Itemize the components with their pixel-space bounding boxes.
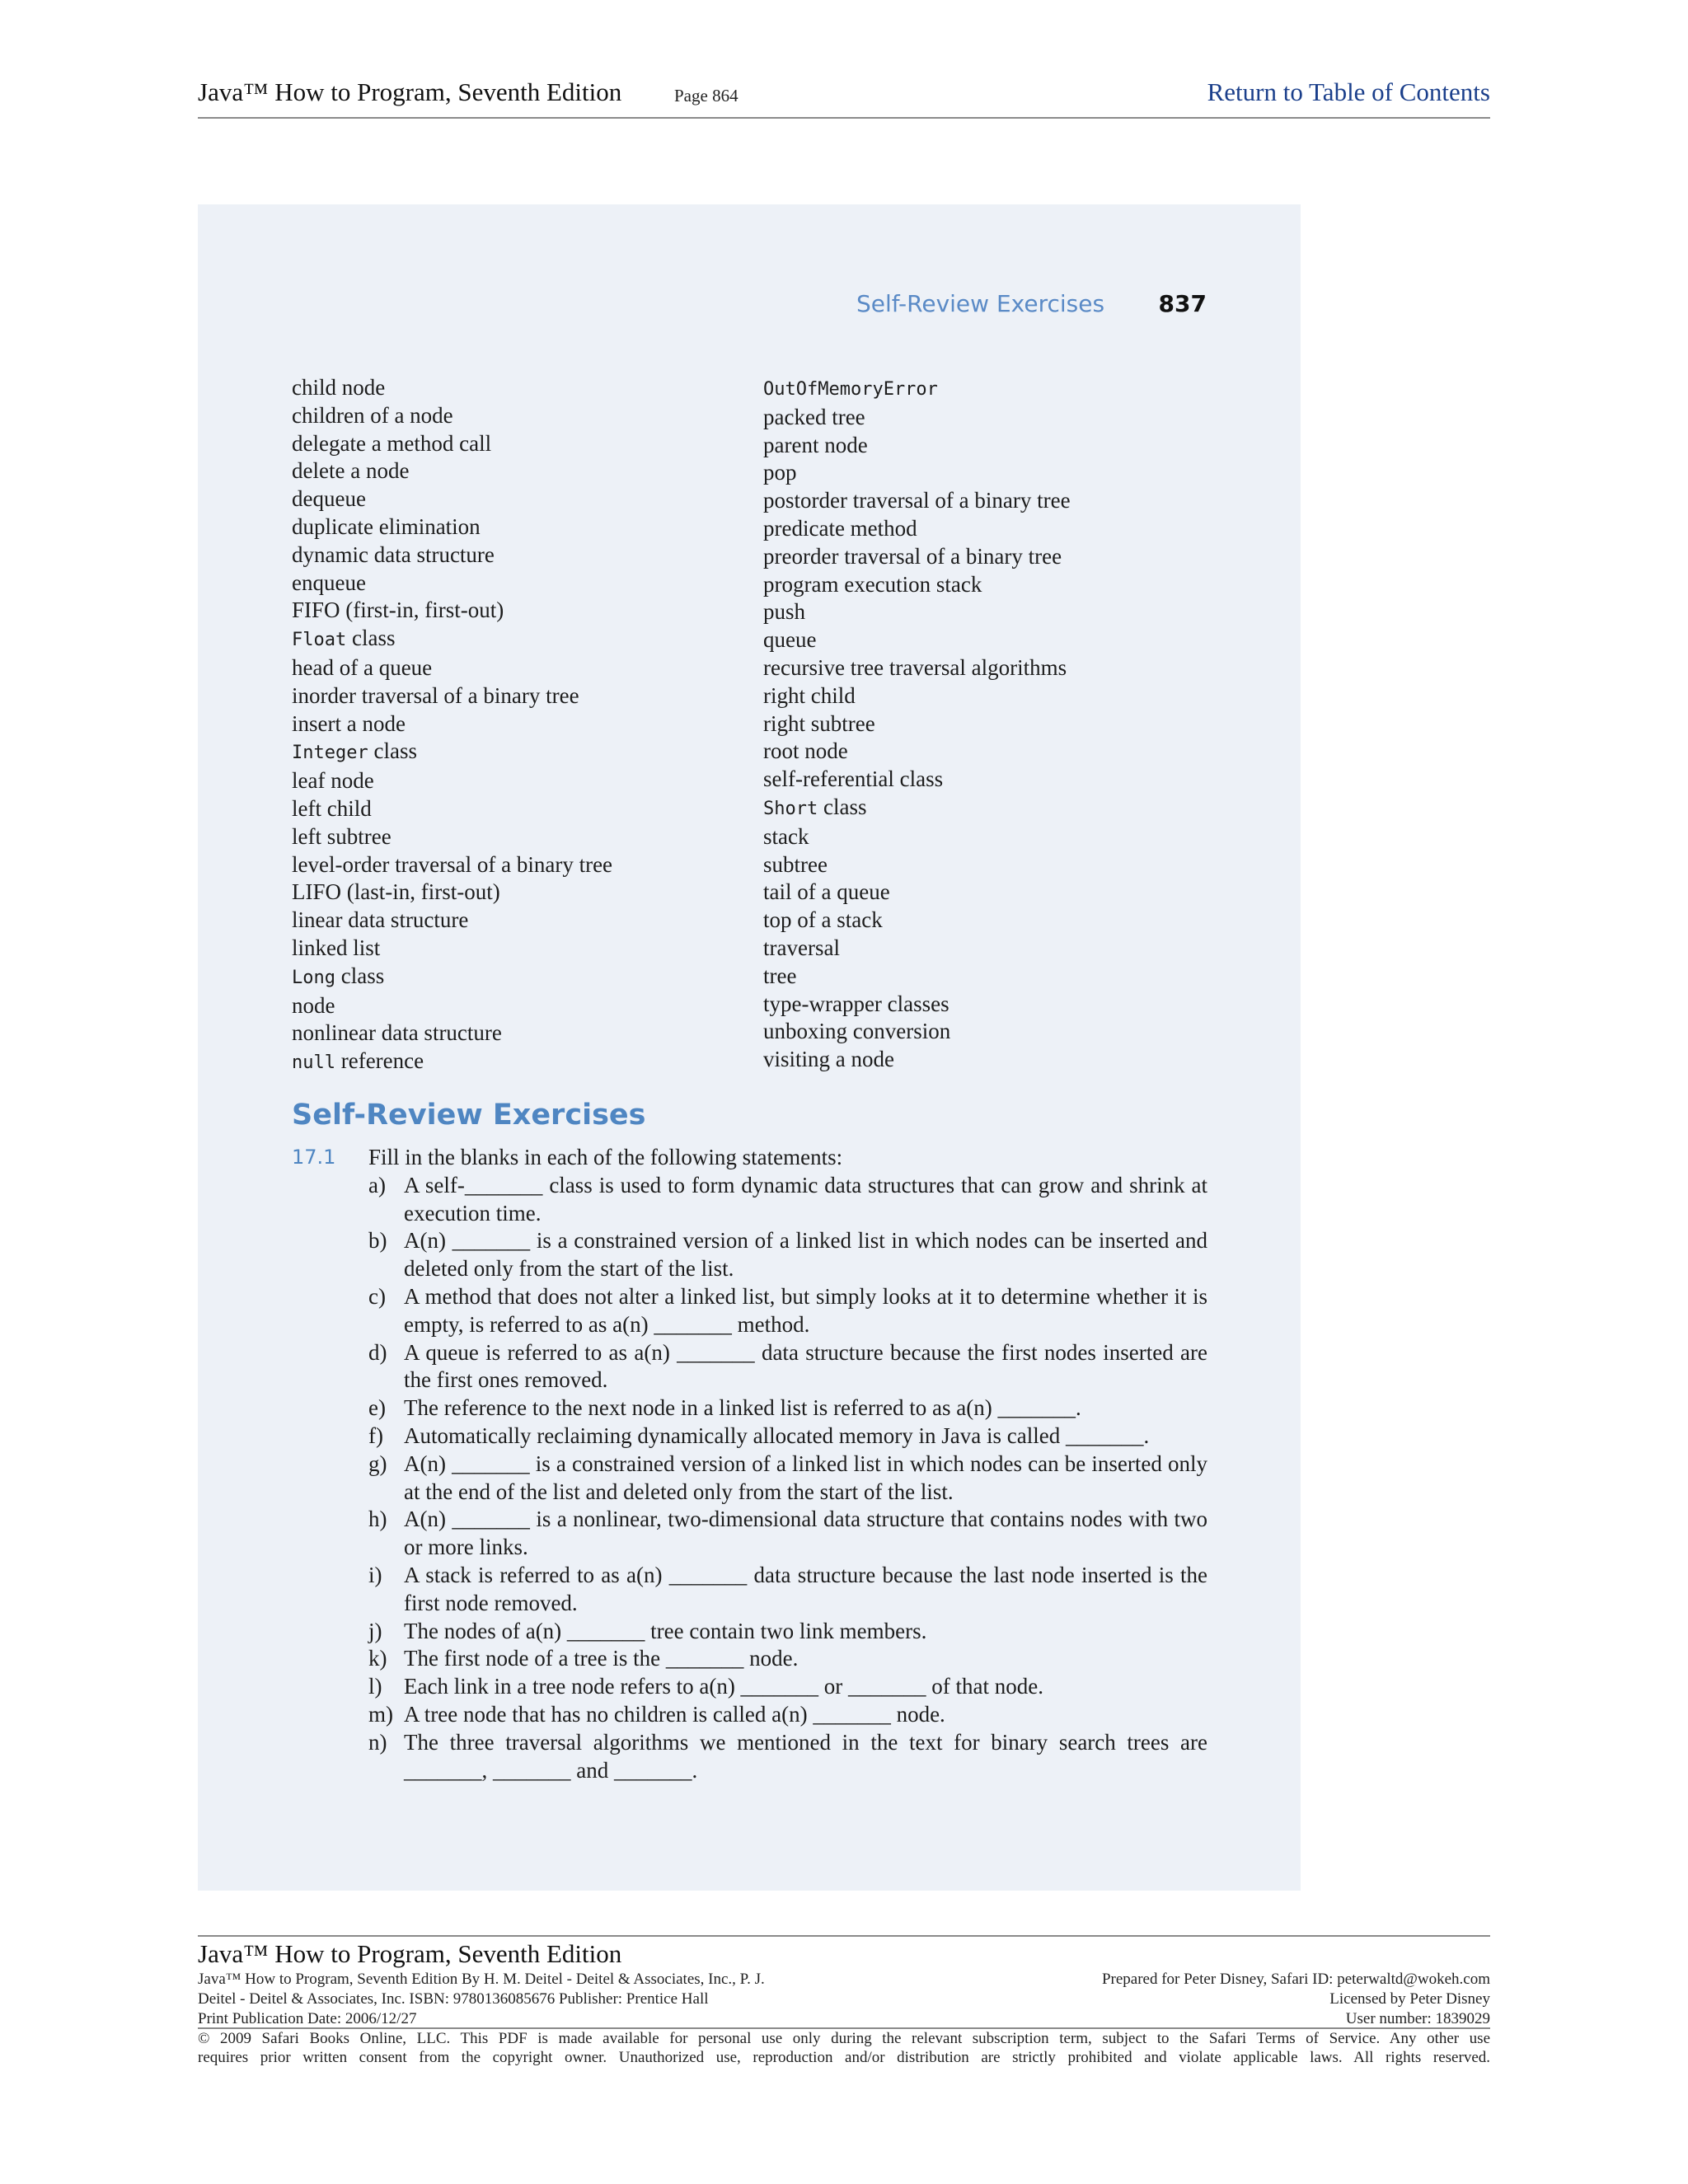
glossary-term [292,963,612,992]
exercise-item-text: Automatically reclaiming dynamically allocated memory in Java is called _______. [404,1422,1150,1448]
term-text: linear data structure [292,907,469,933]
term-code: Integer [292,743,368,764]
term-text: duplicate elimination [292,513,481,539]
glossary-term [292,430,612,458]
term-text: root node [763,738,848,764]
exercise-item [368,1562,1207,1618]
term-text: FIFO (first-in, first-out) [292,598,504,623]
exercise-item [368,1673,1207,1701]
term-text: class [368,738,417,764]
glossary-term [292,569,612,598]
glossary-term [763,487,1071,515]
glossary-term [763,626,1071,654]
term-text: node [292,992,335,1018]
exercise-item-label: j) [368,1618,382,1643]
glossary-term [763,543,1071,571]
glossary-term [763,991,1071,1019]
term-text: level-order traversal of a binary tree [292,851,613,877]
exercise-item [368,1172,1207,1228]
glossary-term [763,404,1071,432]
exercise-item-label: n) [368,1729,387,1755]
exercise-item-text: Each link in a tree node refers to a(n) _______ or _______ of that node. [404,1674,1044,1699]
glossary-term [292,907,612,935]
glossary-term [292,795,612,823]
term-text: type-wrapper classes [763,991,950,1016]
footer-user-number: User number: 1839029 [1345,2010,1490,2027]
glossary-term [763,571,1071,599]
glossary-term [292,935,612,963]
term-text: right subtree [763,710,875,736]
footer-publication-date: Print Publication Date: 2006/12/27 [198,2010,417,2027]
glossary-term [292,374,612,402]
exercise-item-label: h) [368,1507,387,1532]
running-head-section: Self-Review Exercises [856,290,1105,317]
self-review-heading: Self-Review Exercises [292,1099,646,1132]
term-text: tree [763,963,797,988]
exercise-item [368,1394,1207,1422]
glossary-term [763,432,1071,460]
term-text: queue [763,627,817,653]
footer-row-1 [198,1970,1490,1990]
glossary-term [763,851,1071,879]
glossary-term [763,374,1071,404]
term-text: class [335,963,385,988]
exercise-item-label: k) [368,1646,387,1671]
page-label: Page 864 [674,86,738,105]
exercise-item-label: m) [368,1701,393,1727]
exercise-item-text: The reference to the next node in a linked list is referred to as a(n) _______. [404,1395,1081,1421]
footer-copyright-line-1: © 2009 Safari Books Online, LLC. This PDF is made available for personal use only during the relevant subscription term, subject to the Safari Terms of Service. Any other use [198,2030,1490,2047]
footer-licensed-by: Licensed by Peter Disney [1329,1990,1490,2008]
exercise-item-label: d) [368,1339,387,1365]
term-text: right child [763,682,856,708]
glossary-term [763,907,1071,935]
return-to-toc-link[interactable]: Return to Table of Contents [1207,77,1490,106]
page-header [198,74,1490,119]
glossary-term [292,823,612,851]
exercise-item-text: A queue is referred to as a(n) _______ data structure because the first nodes inserted are the first ones removed. [404,1339,1207,1393]
exercise-item-label: l) [368,1674,382,1699]
page-footer [198,1935,1490,2067]
term-text: linked list [292,935,381,960]
glossary-term [763,879,1071,907]
book-page-scan [198,204,1301,1891]
exercise-item-label: g) [368,1451,387,1476]
exercise-item-label: f) [368,1422,383,1448]
exercise-item [368,1227,1207,1283]
glossary-term [763,459,1071,487]
term-text: reference [335,1048,424,1074]
exercise-item [368,1339,1207,1395]
exercise-items [292,1172,1207,1785]
term-text: postorder traversal of a binary tree [763,488,1071,513]
glossary-term [292,541,612,569]
exercise-item-text: A(n) _______ is a constrained version of a linked list in which nodes can be inserted only at the end of the list and deleted only from the start of the list. [404,1451,1207,1504]
term-text: tail of a queue [763,879,890,905]
glossary-term [292,625,612,654]
exercise-item-text: A tree node that has no children is called a(n) _______ node. [404,1701,945,1727]
term-text: packed tree [763,404,865,429]
glossary-term [763,682,1071,710]
glossary-term [292,738,612,767]
term-text: recursive tree traversal algorithms [763,654,1067,680]
term-text: insert a node [292,710,406,736]
glossary-term [763,823,1071,851]
glossary-term [763,738,1071,766]
running-head [856,290,1207,318]
footer-row-3 [198,2009,1490,2029]
footer-book-info: Java™ How to Program, Seventh Edition By H. M. Deitel - Deitel & Associates, Inc., P. J. [198,1971,765,1988]
exercise-item-label: i) [368,1562,382,1587]
term-text: LIFO (last-in, first-out) [292,879,500,905]
exercise-item [368,1618,1207,1646]
glossary-term [292,767,612,795]
exercise-item-text: The three traversal algorithms we mentioned in the text for binary search trees are _______, _______ and _______. [404,1729,1207,1783]
term-text: preorder traversal of a binary tree [763,543,1062,569]
exercise-item [368,1729,1207,1785]
term-text: subtree [763,851,828,877]
glossary-term [292,992,612,1020]
terminology-left-column [292,374,612,1077]
term-text: nonlinear data structure [292,1020,502,1046]
exercise-item-label: e) [368,1395,386,1421]
term-code: Float [292,630,347,651]
exercise-item [368,1645,1207,1673]
term-text: leaf node [292,768,374,794]
term-text: children of a node [292,402,453,428]
term-text: left child [292,795,372,821]
footer-isbn: Deitel - Deitel & Associates, Inc. ISBN: 9780136085676 Publisher: Prentice Hall [198,1990,709,2008]
term-text: left subtree [292,823,392,849]
glossary-term [763,710,1071,738]
glossary-term [763,654,1071,682]
term-code: null [292,1052,335,1074]
glossary-term [292,654,612,682]
exercise-17-1 [292,1144,1207,1784]
book-title: Java™ How to Program, Seventh Edition [198,77,622,106]
glossary-term [292,1019,612,1047]
exercise-item-text: A method that does not alter a linked list, but simply looks at it to determine whether it is empty, is referred to as a(n) _______ method. [404,1283,1207,1337]
glossary-term [292,402,612,430]
term-text: delete a node [292,458,410,484]
glossary-term [763,963,1071,991]
exercise-item-text: A(n) _______ is a nonlinear, two-dimensional data structure that contains nodes with two or more links. [404,1507,1207,1560]
term-text: child node [292,375,386,400]
exercise-item [368,1701,1207,1729]
exercise-item-label: c) [368,1283,386,1309]
book-page-number: 837 [1158,290,1207,317]
term-text: delegate a method call [292,430,492,456]
exercise-item [368,1451,1207,1507]
footer-copyright-line-2: requires prior written consent from the copyright owner. Unauthorized use, reproduction and/or distribution are strictly prohibited and violate applicable laws. All rights reserved. [198,2049,1490,2066]
glossary-term [763,515,1071,543]
term-code: Short [763,798,818,819]
term-text: dynamic data structure [292,541,495,567]
term-text: dequeue [292,486,366,512]
glossary-term [292,457,612,485]
footer-title: Java™ How to Program, Seventh Edition [198,1939,622,1968]
term-text: pop [763,460,797,485]
glossary-term [763,794,1071,823]
glossary-term [763,935,1071,963]
term-text: traversal [763,935,840,960]
glossary-term [292,710,612,738]
glossary-term [292,879,612,907]
exercise-item-text: The first node of a tree is the _______ node. [404,1646,799,1671]
glossary-term [292,851,612,879]
exercise-number: 17.1 [292,1146,336,1169]
exercise-item-text: A self-_______ class is used to form dynamic data structures that can grow and shrink at execution time. [404,1172,1207,1226]
term-code: OutOfMemoryError [763,379,938,400]
term-text: inorder traversal of a binary tree [292,682,579,708]
glossary-term [763,1018,1071,1046]
term-text: parent node [763,432,868,457]
terminology-right-column [763,374,1071,1074]
term-text: enqueue [292,569,366,595]
glossary-term [763,766,1071,794]
exercise-item [368,1283,1207,1339]
exercise-item-text: A(n) _______ is a constrained version of a linked list in which nodes can be inserted and deleted only from the start of the list. [404,1228,1207,1282]
glossary-term [292,513,612,541]
exercise-item-label: b) [368,1228,387,1254]
term-text: stack [763,823,809,849]
exercise-item [368,1422,1207,1451]
glossary-term [292,1047,612,1077]
glossary-term [763,1046,1071,1074]
term-text: visiting a node [763,1047,894,1072]
exercise-item-text: A stack is referred to as a(n) _______ data structure because the last node inserted is the first node removed. [404,1562,1207,1615]
term-text: program execution stack [763,571,982,597]
term-text: self-referential class [763,766,944,792]
glossary-term [292,682,612,710]
term-text: class [346,626,396,651]
term-text: class [818,794,867,819]
glossary-term [292,597,612,625]
glossary-term [763,598,1071,626]
term-text: top of a stack [763,907,883,933]
exercise-item-label: a) [368,1172,386,1197]
glossary-term [292,485,612,513]
exercise-intro: Fill in the blanks in each of the following statements: [368,1145,843,1169]
term-text: predicate method [763,515,917,541]
term-text: unboxing conversion [763,1019,951,1044]
term-text: head of a queue [292,654,433,680]
exercise-item [368,1506,1207,1562]
exercise-item-text: The nodes of a(n) _______ tree contain two link members. [404,1618,927,1643]
footer-row-2 [198,1990,1490,2009]
term-code: Long [292,967,335,988]
footer-prepared-for: Prepared for Peter Disney, Safari ID: peterwaltd@wokeh.com [1101,1971,1490,1988]
term-text: push [763,599,806,625]
